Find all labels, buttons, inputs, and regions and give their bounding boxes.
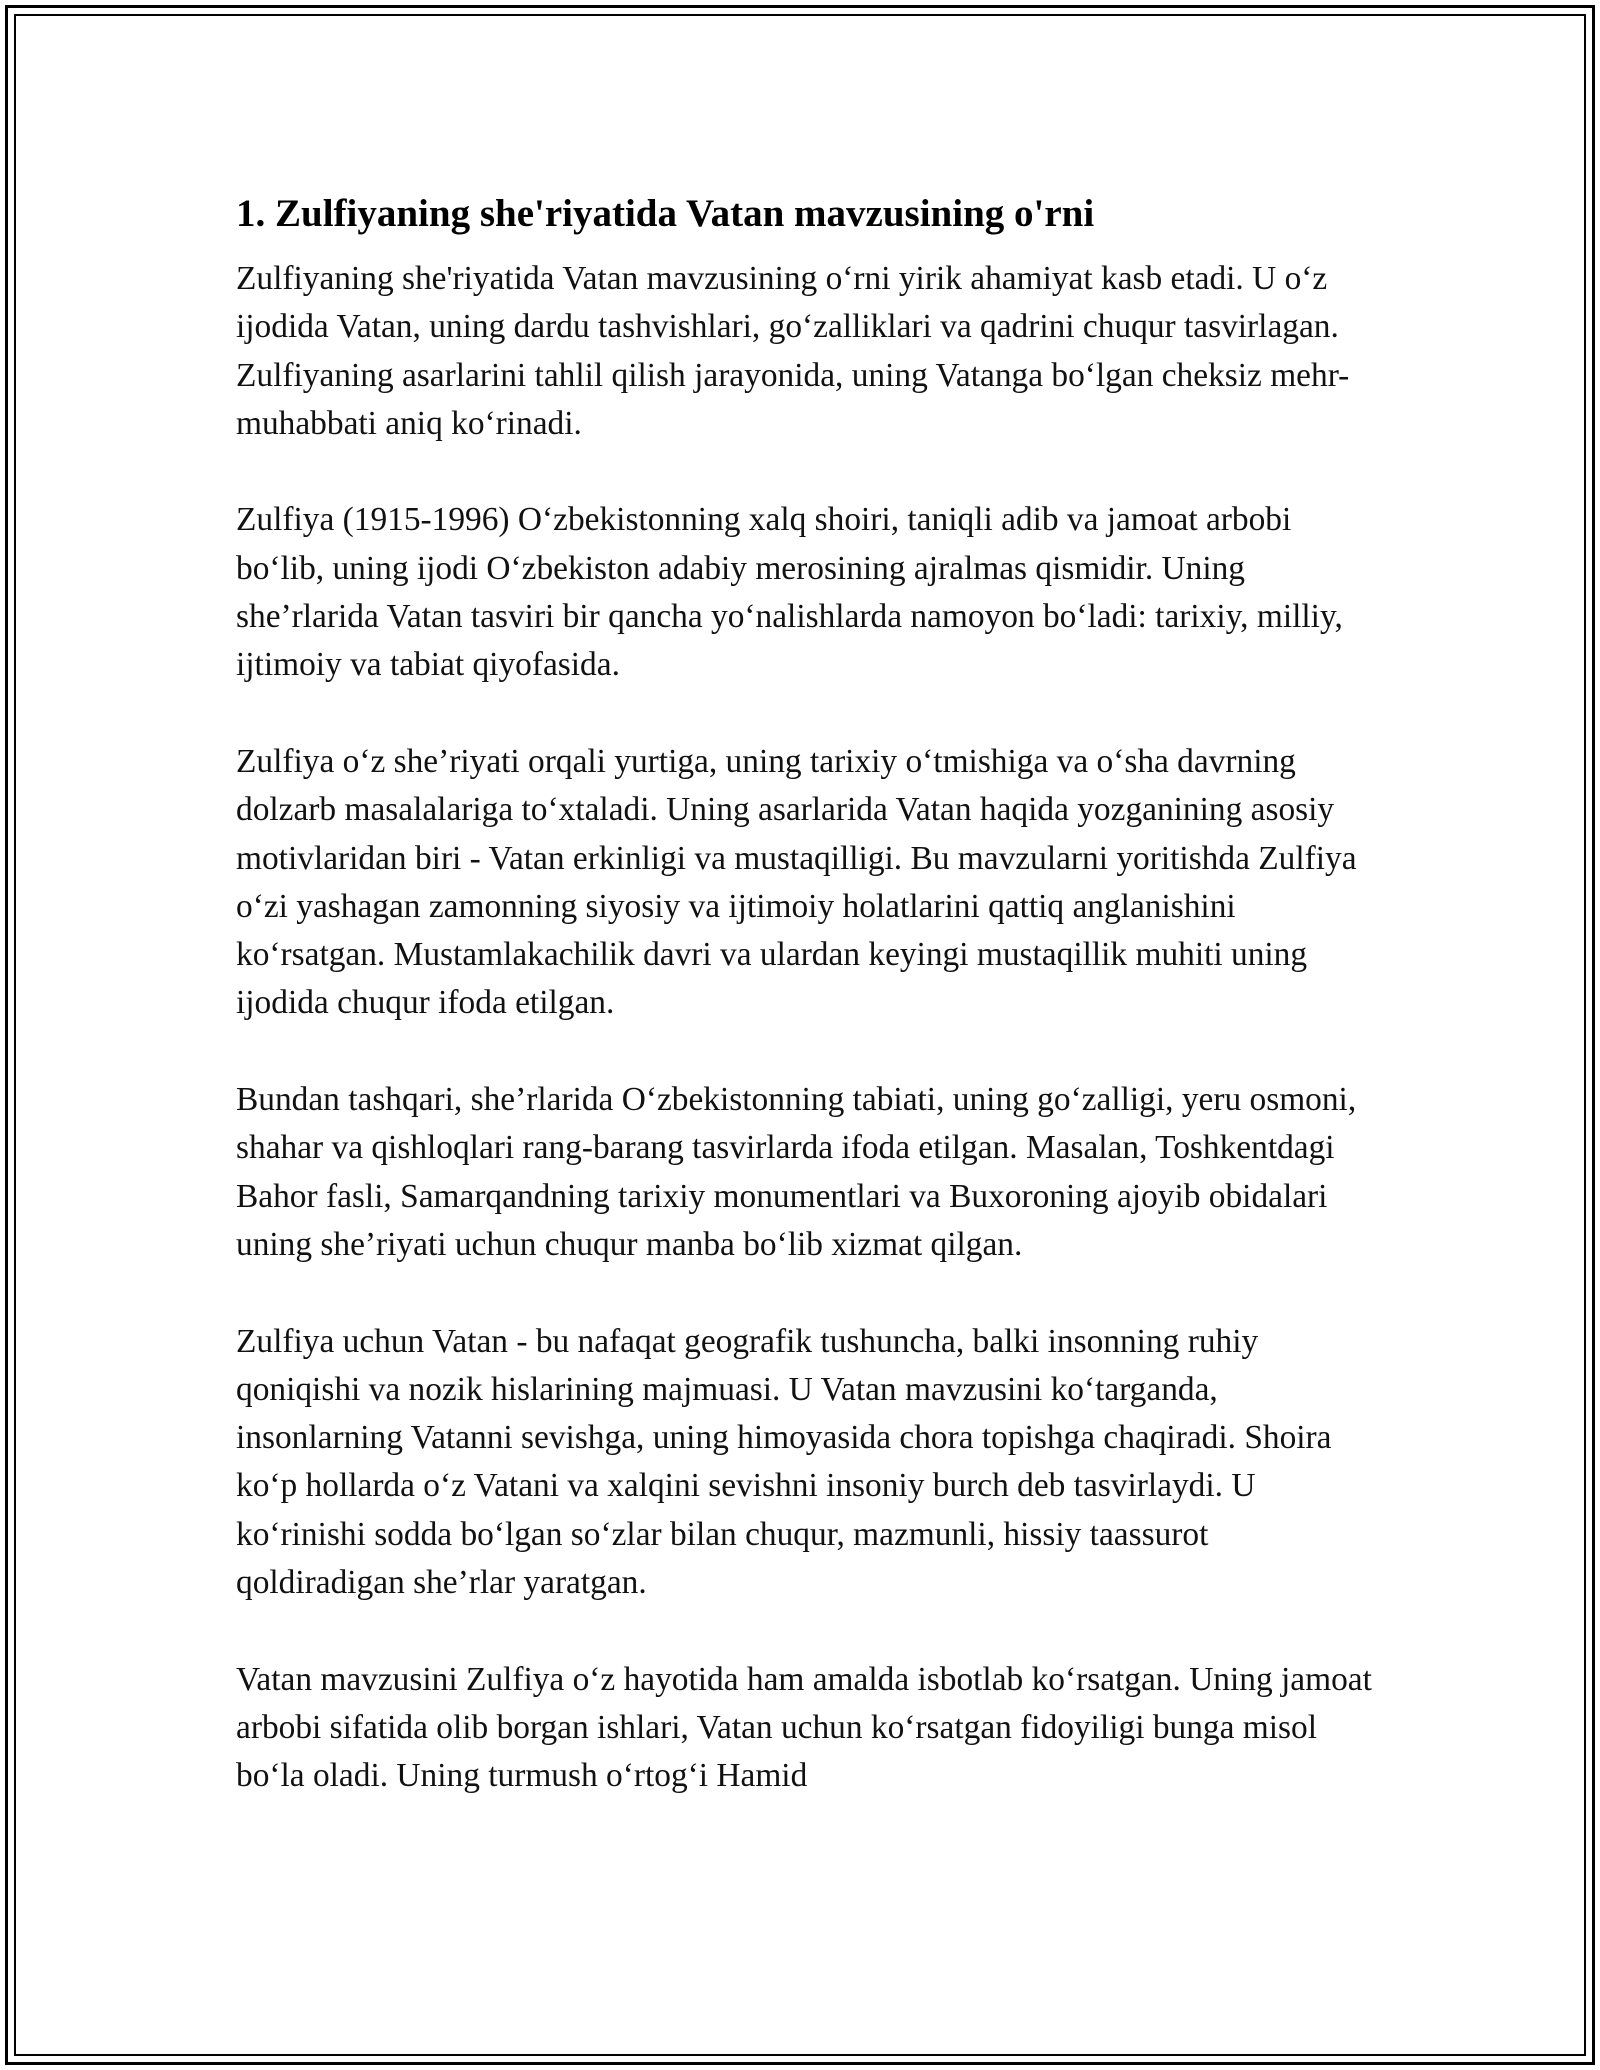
paragraph-4: Bundan tashqari, she’rlarida O‘zbekistonning tabiati, uning go‘zalligi, yeru osmoni, shahar va qishloqlari rang-barang tasvirlarda ifoda etilgan. Masalan, Toshkentdagi Bahor fasli, Samarqandning tarixiy monumentlari va Buxoroning ajoyib obidalari uning she’riyati uchun chuqur manba bo‘lib xizmat qilgan. <box>236 1081 1357 1263</box>
paragraph-2: Zulfiya (1915-1996) O‘zbekistonning xalq shoiri, taniqli adib va jamoat arbobi bo‘lib, uning ijodi O‘zbekiston adabiy merosining ajralmas qismidir. Uning she’rlarida Vatan tasviri bir qancha yo‘nalishlarda namoyon bo‘ladi: tarixiy, milliy, ijtimoiy va tabiat qiyofasida. <box>236 501 1343 684</box>
paragraph-6: Vatan mavzusini Zulfiya o‘z hayotida ham amalda isbotlab ko‘rsatgan. Uning jamoat arbobi sifatida olib borgan ishlari, Vatan uchun ko‘rsatgan fidoyiligi bunga misol bo‘la oladi. Uning turmush o‘rtog‘i Hamid <box>236 1660 1372 1795</box>
document-body <box>236 187 1376 1801</box>
paragraph-3: Zulfiya o‘z she’riyati orqali yurtiga, uning tarixiy o‘tmishiga va o‘sha davrning dolzarb masalalariga to‘xtaladi. Uning asarlarida Vatan haqida yozganining asosiy motivlaridan biri - Vatan erkinligi va mustaqilligi. Bu mavzularni yoritishda Zulfiya o‘zi yashagan zamonning siyosiy va ijtimoiy holatlarini qattiq anglanishini ko‘rsatgan. Mustamlakachilik davri va ulardan keyingi mustaqillik muhiti uning ijodida chuqur ifoda etilgan. <box>236 742 1357 1022</box>
section-heading: 1. Zulfiyaning she'riyatida Vatan mavzusining o'rni <box>236 192 1095 235</box>
paragraph-5: Zulfiya uchun Vatan - bu nafaqat geografik tushuncha, balki insonning ruhiy qoniqishi va nozik hislarining majmuasi. U Vatan mavzusini ko‘targanda, insonlarning Vatanni sevishga, uning himoyasida chora topishga chaqiradi. Shoira ko‘p hollarda o‘z Vatani va xalqini sevishni insoniy burch deb tasvirlaydi. U ko‘rinishi sodda bo‘lgan so‘zlar bilan chuqur, mazmunli, hissiy taassurot qoldiradigan she’rlar yaratgan. <box>236 1322 1332 1602</box>
paragraph-1: Zulfiyaning she'riyatida Vatan mavzusining o‘rni yirik ahamiyat kasb etadi. U o‘z ijodida Vatan, uning dardu tashvishlari, go‘zalliklari va qadrini chuqur tasvirlagan. Zulfiyaning asarlarini tahlil qilish jarayonida, uning Vatanga bo‘lgan cheksiz mehr-muhabbati aniq ko‘rinadi. <box>236 260 1350 442</box>
